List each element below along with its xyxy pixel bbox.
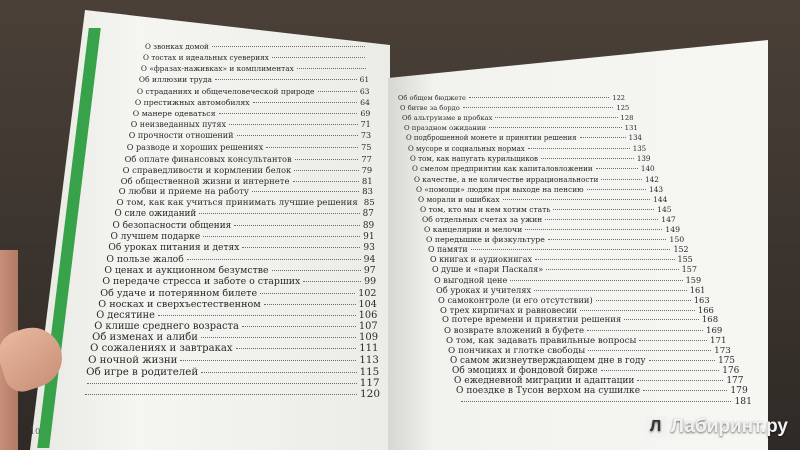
toc-dot-leader bbox=[242, 247, 360, 248]
toc-dot-leader bbox=[588, 350, 711, 351]
page-number: 10 bbox=[30, 427, 41, 436]
toc-dot-leader bbox=[495, 117, 617, 118]
toc-dot-leader bbox=[180, 360, 356, 361]
toc-entry bbox=[100, 288, 376, 299]
toc-entry-title: О пользе жалоб bbox=[106, 254, 184, 266]
toc-entry-page: 177 bbox=[726, 375, 744, 386]
toc-entry bbox=[420, 205, 672, 214]
toc-entry-page: 111 bbox=[359, 343, 379, 355]
toc-dot-leader bbox=[541, 158, 634, 159]
watermark-text: Лабиринт.ру bbox=[670, 416, 788, 437]
toc-entry-page: 102 bbox=[358, 287, 377, 299]
toc-entry-page: 94 bbox=[363, 254, 376, 266]
toc-dot-leader bbox=[503, 199, 651, 200]
toc-entry-page: 71 bbox=[360, 120, 371, 130]
toc-entry bbox=[442, 315, 718, 325]
toc-entry-title: О страданиях и общечеловеческой природе bbox=[136, 86, 315, 96]
toc-entry-title: О качестве, а не количестве иррациональности bbox=[414, 174, 599, 184]
toc-entry-page: 85 bbox=[363, 198, 375, 209]
toc-entry bbox=[123, 165, 373, 175]
toc-entry-title: О выгодной цене bbox=[434, 275, 508, 286]
toc-dot-leader bbox=[548, 239, 666, 240]
toc-entry-page: 104 bbox=[358, 298, 377, 310]
toc-entry bbox=[135, 98, 370, 107]
toc-entry-title: О подброшенной монете и принятии решения bbox=[406, 134, 577, 143]
toc-entry bbox=[127, 142, 372, 152]
toc-entry bbox=[458, 396, 752, 407]
toc-entry-page: 117 bbox=[359, 376, 380, 389]
toc-entry-page: 106 bbox=[358, 309, 378, 321]
toc-entry-title: О носках и сверхъестественном bbox=[98, 298, 261, 310]
toc-dot-leader bbox=[546, 269, 678, 270]
toc-dot-leader bbox=[471, 249, 671, 250]
toc-dot-leader bbox=[639, 340, 707, 341]
toc-entry bbox=[125, 154, 372, 164]
toc-entry-page: 81 bbox=[361, 175, 373, 186]
toc-entry-page: 149 bbox=[665, 224, 681, 234]
toc-entry-title: О безопасности общения bbox=[112, 220, 232, 231]
toc-entry-title: О канцелярии и мелочи bbox=[424, 224, 523, 234]
toc-dot-leader bbox=[294, 170, 358, 171]
toc-entry-title: О том, как как учиться принимать лучшие решения bbox=[116, 198, 358, 209]
toc-entry bbox=[110, 232, 374, 242]
labirint-logo-icon: Л bbox=[645, 416, 667, 438]
toc-entry-page: 157 bbox=[681, 265, 697, 275]
toc-entry-page: 113 bbox=[359, 354, 379, 366]
toc-dot-leader bbox=[187, 259, 361, 260]
toc-entry-title: О том, как напугать курильщиков bbox=[410, 154, 539, 164]
toc-entry bbox=[450, 356, 735, 366]
toc-entry-page: 83 bbox=[362, 187, 374, 198]
toc-entry-title: О передышке и физкультуре bbox=[426, 234, 545, 244]
toc-entry bbox=[398, 94, 625, 102]
toc-entry-page: 171 bbox=[710, 335, 727, 346]
toc-entry-page: 169 bbox=[705, 325, 723, 336]
toc-dot-leader bbox=[463, 107, 614, 108]
toc-entry-title: О пончиках и глотке свободы bbox=[448, 345, 586, 356]
toc-entry bbox=[414, 175, 659, 184]
toc-entry-title: О сожалениях и завтраках bbox=[90, 343, 233, 355]
toc-entry-page: 120 bbox=[359, 388, 380, 400]
toc-entry bbox=[438, 295, 710, 305]
toc-entry-title: О трех кирпичах и равновесии bbox=[440, 305, 578, 316]
toc-entry-title: О разводе и хороших решениях bbox=[126, 142, 264, 153]
toc-dot-leader bbox=[510, 280, 682, 281]
toc-entry bbox=[444, 326, 722, 336]
toc-dot-leader bbox=[293, 181, 359, 182]
toc-dot-leader bbox=[461, 401, 731, 402]
toc-entry bbox=[440, 305, 714, 315]
toc-dot-leader bbox=[158, 315, 356, 316]
toc-entry bbox=[428, 245, 689, 254]
toc-dot-leader bbox=[266, 147, 358, 148]
toc-entry-title: О битве за бордо bbox=[400, 104, 460, 113]
toc-entry-title: О поездке в Тусон верхом на сушилке bbox=[456, 385, 641, 396]
toc-dot-leader bbox=[264, 304, 356, 305]
toc-entry bbox=[145, 42, 368, 51]
toc-dot-leader bbox=[219, 113, 358, 114]
toc-dot-leader bbox=[212, 46, 365, 47]
toc-entry-page: 109 bbox=[359, 332, 379, 344]
toc-entry bbox=[424, 225, 680, 234]
toc-entry-page: 144 bbox=[653, 194, 668, 204]
toc-dot-leader bbox=[601, 370, 720, 371]
toc-entry-page: 163 bbox=[693, 295, 710, 306]
toc-entry-page: 147 bbox=[661, 214, 676, 224]
toc-dot-leader bbox=[525, 229, 662, 230]
toc-entry bbox=[412, 164, 655, 173]
toc-entry-page: 168 bbox=[701, 315, 719, 326]
toc-dot-leader bbox=[553, 209, 654, 210]
toc-entry-title: О самом жизнеутверждающем дне в году bbox=[450, 355, 646, 366]
toc-entry-title: О ночной жизни bbox=[88, 354, 178, 366]
toc-entry-page: 175 bbox=[718, 355, 736, 366]
toc-entry bbox=[434, 275, 701, 285]
toc-entry-title: О ежедневной миграции и адаптации bbox=[454, 375, 635, 386]
toc-dot-leader bbox=[234, 225, 360, 226]
toc-dot-leader bbox=[242, 326, 356, 327]
toc-entry bbox=[90, 343, 378, 354]
toc-entry bbox=[452, 366, 739, 376]
toc-entry-title: Об оплате финансовых консультантов bbox=[124, 153, 292, 164]
toc-entry-title: О праздном ожидании bbox=[404, 124, 487, 133]
toc-entry-page: 122 bbox=[612, 94, 625, 102]
toc-dot-leader bbox=[489, 127, 622, 128]
toc-dot-leader bbox=[85, 394, 357, 395]
toc-entry-title: О лучшем подарке bbox=[110, 231, 201, 242]
toc-entry bbox=[133, 109, 371, 118]
toc-entry bbox=[129, 131, 371, 140]
toc-entry bbox=[446, 336, 727, 346]
toc-dot-leader bbox=[201, 337, 356, 338]
toc-entry bbox=[121, 176, 373, 186]
toc-entry-page: 166 bbox=[697, 305, 714, 316]
toc-entry bbox=[131, 120, 371, 129]
toc-entry-title: О «помощи» людям при выходе на пенсию bbox=[416, 184, 584, 194]
toc-entry-title: О потере времени и принятии решения bbox=[442, 315, 622, 326]
toc-dot-leader bbox=[580, 137, 626, 138]
toc-dot-leader bbox=[199, 213, 359, 214]
toc-entry-title: Об игре в родителей bbox=[86, 365, 199, 378]
toc-dot-leader bbox=[637, 380, 723, 381]
toc-entry-title: О манере одеваться bbox=[132, 108, 216, 118]
toc-entry bbox=[141, 64, 369, 73]
toc-dot-leader bbox=[297, 68, 366, 69]
toc-dot-leader bbox=[229, 124, 358, 125]
toc-entry bbox=[137, 87, 370, 96]
toc-dot-leader bbox=[318, 91, 357, 92]
toc-entry-title: Об удаче и потерянном билете bbox=[100, 287, 258, 299]
toc-dot-leader bbox=[601, 179, 642, 180]
toc-entry-title: О душе и «пари Паскаля» bbox=[432, 265, 544, 275]
toc-entry-title: О клише среднего возраста bbox=[94, 321, 239, 333]
toc-dot-leader bbox=[534, 290, 687, 291]
toc-dot-leader bbox=[580, 310, 695, 311]
toc-entry-page: 77 bbox=[361, 153, 372, 164]
toc-entry-title: О прочности отношений bbox=[128, 131, 234, 141]
toc-entry-page: 128 bbox=[620, 114, 634, 123]
toc-entry-title: О смелом предприятии как капиталовложении bbox=[412, 164, 593, 174]
toc-entry bbox=[448, 346, 731, 356]
toc-entry bbox=[92, 332, 378, 343]
toc-entry-title: О самоконтроле (и его отсутствии) bbox=[438, 295, 593, 306]
toc-dot-leader bbox=[253, 102, 357, 103]
toc-dot-leader bbox=[535, 259, 675, 260]
toc-entry-page: 97 bbox=[363, 265, 376, 277]
toc-dot-leader bbox=[596, 300, 691, 301]
toc-entry-page: 93 bbox=[363, 242, 375, 253]
toc-entry bbox=[436, 285, 705, 295]
toc-entry-title: Об эмоциях и фондовой бирже bbox=[452, 365, 598, 376]
toc-entry bbox=[418, 195, 667, 204]
toc-entry bbox=[143, 53, 368, 62]
toc-entry-title: О престижных автомобилях bbox=[134, 97, 250, 107]
toc-entry-page: 152 bbox=[673, 245, 689, 254]
toc-entry-page: 143 bbox=[649, 184, 664, 194]
toc-entry-page: 87 bbox=[362, 209, 374, 220]
toc-dot-leader bbox=[624, 319, 699, 320]
toc-entry-page: 125 bbox=[616, 104, 630, 113]
toc-entry-page: 140 bbox=[640, 164, 655, 174]
toc-entry-page: 64 bbox=[360, 97, 370, 107]
toc-entry-page: 176 bbox=[722, 365, 740, 376]
toc-entry-page: 115 bbox=[359, 365, 380, 378]
toc-dot-leader bbox=[87, 383, 357, 384]
toc-entry bbox=[94, 321, 377, 332]
toc-entry-title: Об изменах и алиби bbox=[92, 332, 198, 344]
toc-dot-leader bbox=[295, 159, 359, 160]
toc-entry bbox=[404, 124, 638, 132]
toc-entry bbox=[408, 144, 646, 153]
toc-entry-page: 89 bbox=[362, 220, 375, 231]
toc-entry bbox=[400, 104, 629, 112]
toc-entry bbox=[108, 243, 375, 253]
toc-entry bbox=[456, 386, 748, 396]
toc-entry-page: 145 bbox=[657, 204, 672, 214]
toc-dot-leader bbox=[587, 330, 703, 331]
toc-entry-page: 63 bbox=[359, 86, 370, 96]
toc-entry-page: 142 bbox=[644, 174, 659, 184]
toc-entry-page: 61 bbox=[359, 75, 370, 85]
toc-entry bbox=[104, 265, 375, 276]
toc-entry bbox=[422, 215, 676, 224]
toc-entry-title: О справедливости и кормлении белок bbox=[122, 164, 292, 175]
toc-entry-title: О книгах и аудиокнигах bbox=[430, 255, 532, 265]
toc-entry-page: 139 bbox=[636, 154, 651, 164]
toc-dot-leader bbox=[236, 348, 357, 349]
toc-entry bbox=[406, 134, 642, 142]
toc-entry-title: Об общем бюджете bbox=[398, 94, 466, 102]
toc-entry bbox=[98, 299, 377, 310]
toc-entry-page: 134 bbox=[628, 134, 642, 143]
toc-entry-title: О ценах и аукционном безумстве bbox=[104, 265, 269, 277]
toc-entry-title: О передаче стресса и заботе о старших bbox=[102, 276, 301, 288]
toc-dot-leader bbox=[272, 270, 361, 271]
toc-entry bbox=[115, 209, 374, 219]
toc-dot-leader bbox=[237, 135, 358, 136]
toc-entry-page: 159 bbox=[685, 275, 702, 286]
toc-entry-page: 150 bbox=[669, 234, 685, 244]
toc-entry-title: О тостах и идеальных суевериях bbox=[142, 53, 269, 63]
toc-entry bbox=[410, 154, 650, 163]
toc-entry-page: 79 bbox=[361, 164, 373, 175]
toc-entry-title: О десятине bbox=[96, 309, 155, 321]
toc-entry-title: Об иллюзии труда bbox=[138, 75, 212, 85]
toc-dot-leader bbox=[528, 148, 630, 149]
toc-entry bbox=[119, 187, 373, 197]
toc-entry-title: О силе ожиданий bbox=[114, 209, 197, 220]
toc-dot-leader bbox=[260, 293, 355, 294]
toc-entry bbox=[416, 185, 663, 194]
toc-dot-leader bbox=[649, 360, 716, 361]
toc-entry bbox=[117, 198, 374, 208]
toc-dot-leader bbox=[201, 372, 356, 373]
toc-dot-leader bbox=[252, 191, 359, 192]
toc-entry bbox=[88, 355, 379, 366]
toc-dot-leader bbox=[587, 189, 646, 190]
toc-entry bbox=[430, 255, 693, 264]
toc-dot-leader bbox=[215, 79, 357, 80]
toc-dot-leader bbox=[203, 236, 360, 237]
toc-entry bbox=[454, 376, 744, 386]
toc-entry-page: 135 bbox=[632, 144, 647, 154]
toc-entry-title: О «фразах-наживках» и комплиментах bbox=[140, 64, 294, 74]
toc-entry-page: 161 bbox=[689, 285, 706, 296]
watermark bbox=[645, 416, 788, 438]
toc-entry-title: О памяти bbox=[428, 245, 468, 254]
toc-entry-title: Об отдельных счетах за ужин bbox=[422, 214, 543, 224]
toc-entry-title: Об уроках питания и детях bbox=[108, 242, 240, 253]
toc-entry bbox=[112, 221, 374, 231]
toc-entry-title: Об общественной жизни и интернете bbox=[120, 175, 290, 186]
toc-entry-page: 181 bbox=[734, 396, 752, 407]
toc-entry-title: О мусоре и социальных нормах bbox=[408, 144, 525, 154]
toc-entry bbox=[402, 114, 633, 122]
toc-dot-leader bbox=[545, 219, 658, 220]
toc-entry-title: Об уроках и учителях bbox=[436, 285, 532, 296]
toc-entry-title: О возврате вложений в буфете bbox=[444, 325, 585, 336]
toc-dot-leader bbox=[272, 57, 365, 58]
toc-entry-page: 75 bbox=[361, 142, 372, 153]
toc-entry bbox=[96, 310, 377, 321]
toc-entry-page: 131 bbox=[624, 124, 638, 133]
toc-entry-page: 99 bbox=[364, 276, 377, 288]
toc-entry bbox=[432, 265, 697, 274]
toc-dot-leader bbox=[596, 168, 638, 169]
toc-entry-title: О морали и ошибках bbox=[418, 194, 500, 204]
toc-entry bbox=[82, 388, 380, 400]
toc-entry-page: 73 bbox=[360, 131, 372, 141]
toc-entry-page: 69 bbox=[360, 108, 371, 118]
toc-entry-title: О том, кто мы и кем хотим стать bbox=[420, 204, 551, 214]
toc-entry-title: О неизведанных путях bbox=[130, 120, 226, 130]
toc-entry-title: О любви и приеме на работу bbox=[118, 187, 249, 198]
toc-entry bbox=[106, 254, 375, 265]
toc-entry-title: О звонках домой bbox=[145, 42, 209, 51]
toc-entry-page: 107 bbox=[358, 321, 378, 333]
toc-entry-title: Об альтруизме в пробках bbox=[402, 114, 493, 123]
toc-entry-page: 91 bbox=[363, 231, 375, 242]
toc-dot-leader bbox=[643, 390, 727, 391]
toc-entry-page: 173 bbox=[714, 345, 731, 356]
toc-entry-title: О том, как задавать правильные вопросы bbox=[446, 335, 637, 346]
toc-entry bbox=[139, 75, 369, 84]
toc-dot-leader bbox=[469, 97, 609, 98]
toc-entry bbox=[426, 235, 684, 244]
toc-entry bbox=[102, 276, 376, 287]
toc-entry-page: 155 bbox=[677, 255, 693, 265]
toc-dot-leader bbox=[303, 281, 361, 282]
toc-entry-page: 179 bbox=[730, 385, 748, 396]
